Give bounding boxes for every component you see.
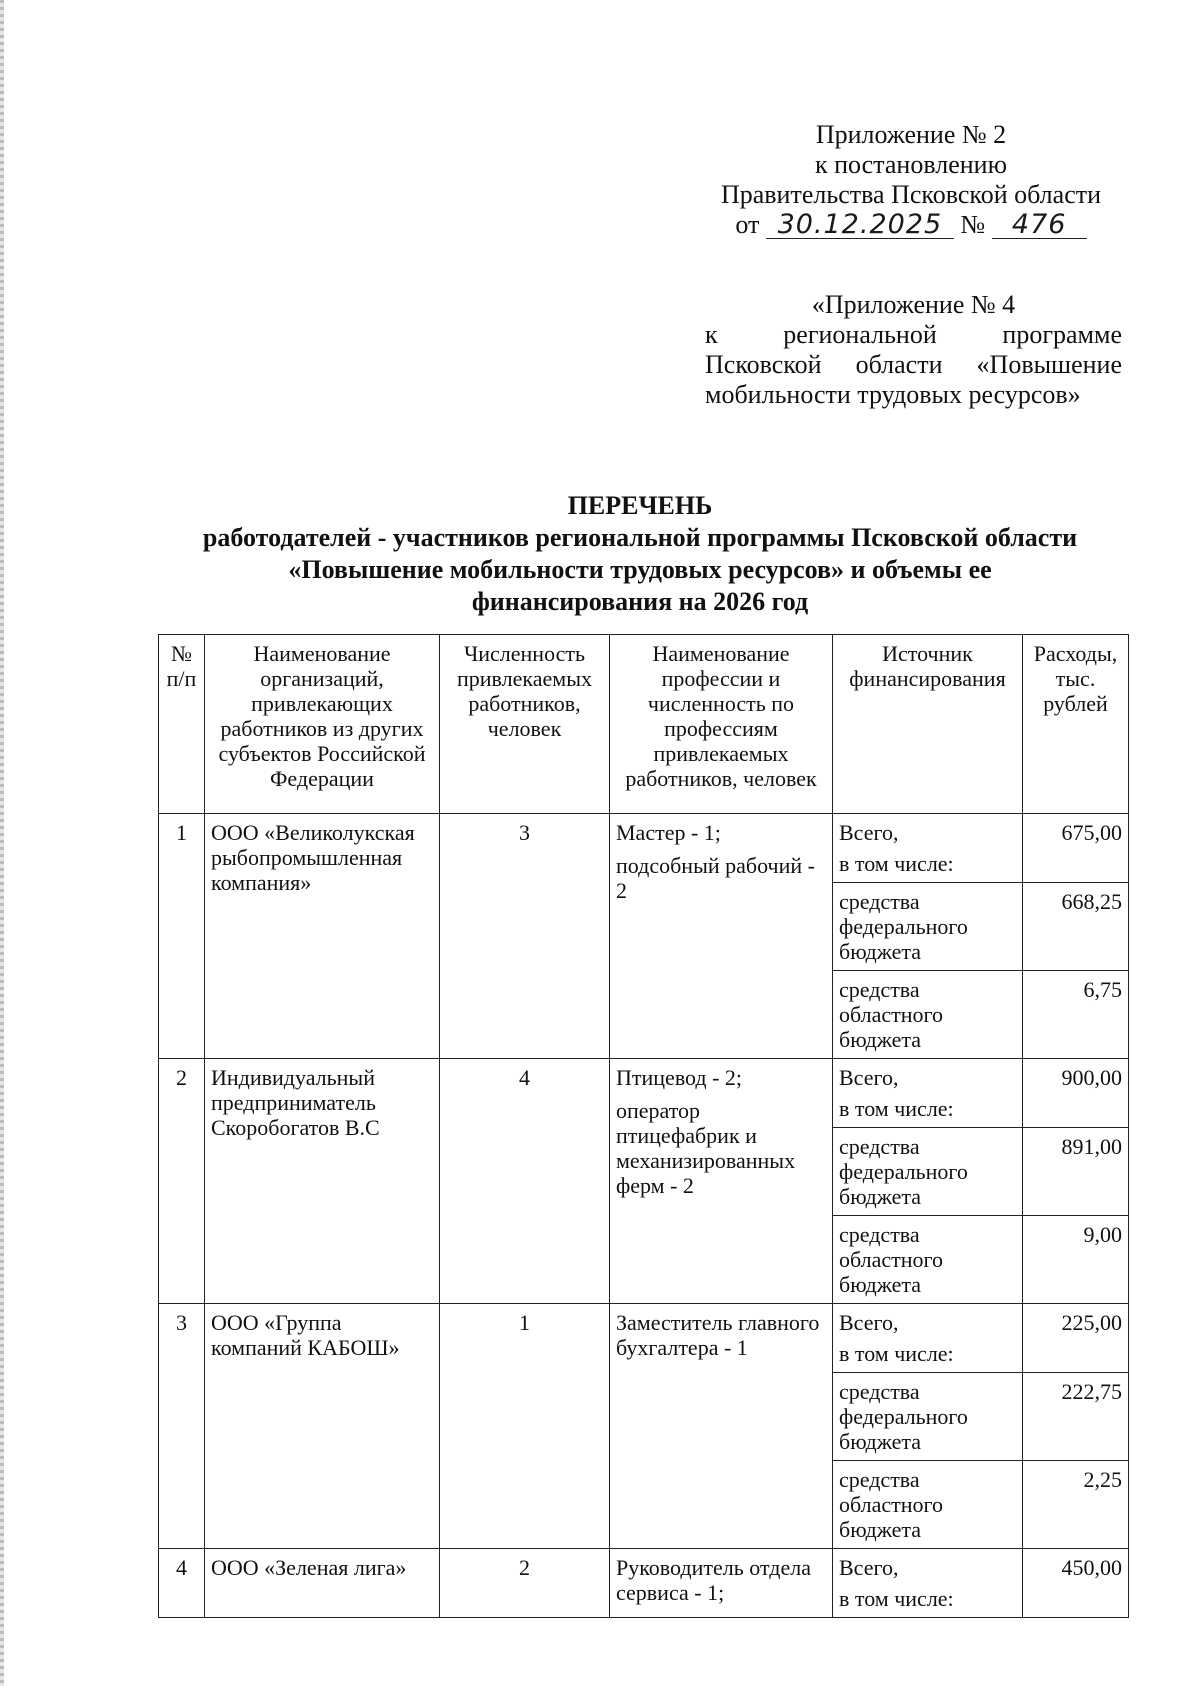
col-header-profession: Наименование профессии и численность по профессиям привлекаемых работников, человек xyxy=(610,635,833,814)
appendix-line-4: мобильности трудовых ресурсов» xyxy=(705,380,1081,409)
expense-regional: 2,25 xyxy=(1023,1461,1129,1549)
header-line-2: к постановлению xyxy=(814,150,1008,179)
row-count: 4 xyxy=(440,1059,610,1304)
source-federal: средства федерального бюджета xyxy=(833,883,1023,971)
source-total xyxy=(833,814,1023,883)
title-heading: ПЕРЕЧЕНЬ xyxy=(567,491,713,520)
source-total-line-1: Всего, xyxy=(839,1065,899,1090)
row-professions xyxy=(610,1304,833,1549)
row-number: 3 xyxy=(159,1304,205,1549)
source-total-line-1: Всего, xyxy=(839,1555,899,1580)
row-count: 3 xyxy=(440,814,610,1059)
document-title xyxy=(150,490,1130,618)
table-row xyxy=(159,1549,1129,1618)
source-total xyxy=(833,1549,1023,1618)
profession-item: Заместитель главного бухгалтера - 1 xyxy=(616,1310,820,1360)
profession-item: оператор птицефабрик и механизированных ферм - 2 xyxy=(616,1098,796,1198)
source-regional: средства областного бюджета xyxy=(833,1216,1023,1304)
row-professions xyxy=(610,1059,833,1304)
col-header-num: № п/п xyxy=(159,635,205,814)
col-header-count: Численность привлекаемых работников, человек xyxy=(440,635,610,814)
row-organization: ООО «Великолукская рыбопромышленная компания» xyxy=(205,814,440,1059)
employers-table xyxy=(158,634,1129,1618)
appendix-line-1: «Приложение № 4 xyxy=(811,290,1016,319)
handwritten-date: 30.12.2025 xyxy=(766,212,954,239)
title-line-1: работодателей - участников региональной программы Псковской области xyxy=(202,523,1078,552)
date-prefix: от xyxy=(735,210,760,239)
source-total-line-2: в том числе: xyxy=(839,851,954,876)
source-federal: средства федерального бюджета xyxy=(833,1373,1023,1461)
row-number: 2 xyxy=(159,1059,205,1304)
table-row xyxy=(159,814,1129,883)
row-count: 1 xyxy=(440,1304,610,1549)
source-total-line-1: Всего, xyxy=(839,1310,899,1335)
row-number: 4 xyxy=(159,1549,205,1618)
order-date-number xyxy=(700,210,1122,240)
source-regional: средства областного бюджета xyxy=(833,1461,1023,1549)
profession-item: Мастер - 1; xyxy=(616,820,721,845)
col-header-expenses: Расходы, тыс. рублей xyxy=(1023,635,1129,814)
expense-total: 675,00 xyxy=(1023,814,1129,883)
appendix-line-2: к региональной программе xyxy=(705,320,1122,349)
source-federal: средства федерального бюджета xyxy=(833,1128,1023,1216)
col-header-org: Наименование организаций, привлекающих работников из других субъектов Российской Федерации xyxy=(205,635,440,814)
expense-regional: 6,75 xyxy=(1023,971,1129,1059)
document-header xyxy=(700,120,1122,240)
expense-federal: 891,00 xyxy=(1023,1128,1129,1216)
row-organization: Индивидуальный предприниматель Скоробогатов В.С xyxy=(205,1059,440,1304)
scan-edge xyxy=(0,0,4,1686)
source-total xyxy=(833,1059,1023,1128)
table-row xyxy=(159,1059,1129,1128)
profession-item: Руководитель отдела сервиса - 1; xyxy=(616,1555,812,1605)
source-total-line-2: в том числе: xyxy=(839,1096,954,1121)
row-organization: ООО «Группа компаний КАБОШ» xyxy=(205,1304,440,1549)
row-professions xyxy=(610,814,833,1059)
source-total xyxy=(833,1304,1023,1373)
expense-total: 225,00 xyxy=(1023,1304,1129,1373)
header-line-3: Правительства Псковской области xyxy=(720,180,1102,209)
source-total-line-2: в том числе: xyxy=(839,1586,954,1611)
title-line-2: «Повышение мобильности трудовых ресурсов» и объемы ее xyxy=(288,555,992,584)
expense-regional: 9,00 xyxy=(1023,1216,1129,1304)
number-sign: № xyxy=(960,210,986,239)
title-line-3: финансирования на 2026 год xyxy=(471,587,809,616)
profession-item: подсобный рабочий - 2 xyxy=(616,853,815,903)
table-row xyxy=(159,1304,1129,1373)
source-total-line-2: в том числе: xyxy=(839,1341,954,1366)
appendix-header xyxy=(705,290,1122,410)
col-header-source: Источник финансирования xyxy=(833,635,1023,814)
table-header-row xyxy=(159,635,1129,814)
expense-federal: 668,25 xyxy=(1023,883,1129,971)
row-organization: ООО «Зеленая лига» xyxy=(205,1549,440,1618)
expense-federal: 222,75 xyxy=(1023,1373,1129,1461)
handwritten-number: 476 xyxy=(992,212,1087,239)
header-line-1: Приложение № 2 xyxy=(815,120,1007,149)
expense-total: 900,00 xyxy=(1023,1059,1129,1128)
row-professions xyxy=(610,1549,833,1618)
profession-item: Птицевод - 2; xyxy=(616,1065,743,1090)
expense-total: 450,00 xyxy=(1023,1549,1129,1618)
appendix-line-3: Псковской области «Повышение xyxy=(705,350,1122,379)
source-regional: средства областного бюджета xyxy=(833,971,1023,1059)
source-total-line-1: Всего, xyxy=(839,820,899,845)
row-count: 2 xyxy=(440,1549,610,1618)
row-number: 1 xyxy=(159,814,205,1059)
